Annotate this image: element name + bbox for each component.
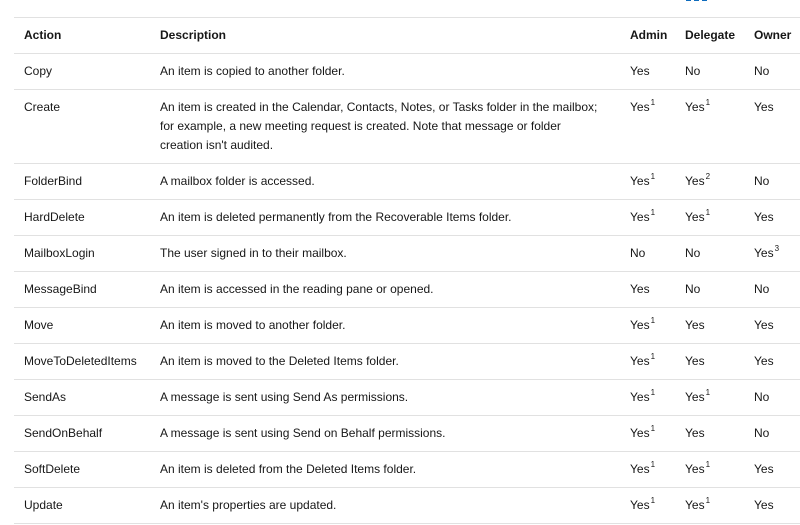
admin-cell-text: Yes: [630, 498, 650, 512]
delegate-cell-text: No: [685, 246, 701, 260]
footnote-marker: 1: [705, 388, 711, 397]
table-row: [14, 416, 800, 452]
owner-cell-text: Yes: [754, 318, 774, 332]
admin-cell-text: Yes: [630, 318, 650, 332]
delegate-cell-text: Yes: [685, 100, 705, 114]
action-cell: [14, 488, 150, 524]
owner-cell: [744, 380, 800, 416]
action-cell: [14, 416, 150, 452]
description-cell: [150, 272, 620, 308]
description-cell-text: An item is deleted permanently from the Recoverable Items folder.: [160, 210, 512, 224]
footnote-marker: 1: [650, 172, 656, 181]
action-cell-text: Move: [24, 318, 54, 332]
header-row: [14, 18, 800, 54]
admin-cell-text: Yes: [630, 64, 650, 78]
description-cell: [150, 380, 620, 416]
action-cell: [14, 90, 150, 164]
description-cell-text: A message is sent using Send As permissions.: [160, 390, 409, 404]
admin-cell: [620, 452, 675, 488]
delegate-cell: [675, 452, 744, 488]
owner-cell: [744, 200, 800, 236]
footnote-marker: 1: [650, 388, 656, 397]
delegate-cell: [675, 236, 744, 272]
action-cell: [14, 272, 150, 308]
table-row: [14, 200, 800, 236]
delegate-cell-text: No: [685, 282, 701, 296]
action-cell: [14, 200, 150, 236]
header-action: Action: [14, 18, 150, 54]
delegate-cell: [675, 164, 744, 200]
admin-cell-text: Yes: [630, 426, 650, 440]
delegate-cell-text: Yes: [685, 498, 705, 512]
table-row: [14, 54, 800, 90]
description-cell: [150, 200, 620, 236]
description-cell-text: An item is deleted from the Deleted Items folder.: [160, 462, 417, 476]
footnote-marker: 1: [705, 208, 711, 217]
owner-cell-text: No: [754, 64, 770, 78]
owner-cell: [744, 272, 800, 308]
action-cell: [14, 344, 150, 380]
header-owner: Owner: [744, 18, 800, 54]
action-cell-text: MessageBind: [24, 282, 97, 296]
delegate-cell: [675, 344, 744, 380]
owner-cell: [744, 416, 800, 452]
description-cell: [150, 344, 620, 380]
footnote-marker: 1: [650, 352, 656, 361]
action-cell: [14, 236, 150, 272]
action-cell: [14, 380, 150, 416]
admin-cell-text: Yes: [630, 100, 650, 114]
delegate-cell: [675, 90, 744, 164]
delegate-cell: [675, 488, 744, 524]
mailbox-audit-actions-table: [14, 17, 800, 524]
admin-cell: [620, 488, 675, 524]
footnote-marker: 1: [650, 208, 656, 217]
delegate-cell: [675, 308, 744, 344]
footnote-marker: 2: [705, 172, 711, 181]
action-cell-text: Create: [24, 100, 61, 114]
owner-cell-text: Yes: [754, 100, 774, 114]
delegate-cell-text: Yes: [685, 462, 705, 476]
action-cell: [14, 54, 150, 90]
description-cell-text: An item is moved to another folder.: [160, 318, 346, 332]
admin-cell-text: Yes: [630, 210, 650, 224]
footnote-marker: 1: [650, 496, 656, 505]
table-row: [14, 344, 800, 380]
table-row: [14, 308, 800, 344]
footnote-marker: 1: [650, 98, 656, 107]
action-cell: [14, 164, 150, 200]
admin-cell: [620, 200, 675, 236]
description-cell-text: An item is copied to another folder.: [160, 64, 345, 78]
owner-cell-text: Yes: [754, 210, 774, 224]
owner-cell: [744, 488, 800, 524]
admin-cell: [620, 344, 675, 380]
owner-cell-text: Yes: [754, 462, 774, 476]
table-row: [14, 272, 800, 308]
admin-cell: [620, 164, 675, 200]
action-cell-text: Copy: [24, 64, 53, 78]
admin-cell: [620, 236, 675, 272]
owner-cell-text: Yes: [754, 498, 774, 512]
description-cell: [150, 452, 620, 488]
delegate-cell-text: Yes: [685, 210, 705, 224]
owner-cell: [744, 90, 800, 164]
action-cell-text: SendOnBehalf: [24, 426, 103, 440]
header-delegate: Delegate: [675, 18, 744, 54]
admin-cell: [620, 272, 675, 308]
description-cell: [150, 236, 620, 272]
footnote-marker: 1: [705, 98, 711, 107]
owner-cell-text: Yes: [754, 246, 774, 260]
delegate-cell: [675, 54, 744, 90]
delegate-cell-text: No: [685, 64, 701, 78]
delegate-cell-text: Yes: [685, 426, 705, 440]
admin-cell-text: Yes: [630, 174, 650, 188]
owner-cell: [744, 236, 800, 272]
action-cell-text: MoveToDeletedItems: [24, 354, 137, 368]
action-cell-text: SendAs: [24, 390, 67, 404]
admin-cell-text: Yes: [630, 462, 650, 476]
delegate-cell: [675, 272, 744, 308]
delegate-cell-text: Yes: [685, 318, 705, 332]
footnote-marker: 1: [705, 496, 711, 505]
description-cell-text: An item is moved to the Deleted Items folder.: [160, 354, 399, 368]
delegate-cell-text: Yes: [685, 174, 705, 188]
footnote-marker: 1: [705, 460, 711, 469]
description-cell-text: An item's properties are updated.: [160, 498, 337, 512]
action-cell-text: Update: [24, 498, 63, 512]
footnote-marker: 3: [774, 244, 780, 253]
owner-cell-text: Yes: [754, 354, 774, 368]
description-cell: [150, 416, 620, 452]
owner-cell: [744, 308, 800, 344]
delegate-cell-text: Yes: [685, 390, 705, 404]
header-description: Description: [150, 18, 620, 54]
owner-cell: [744, 54, 800, 90]
action-cell: [14, 452, 150, 488]
description-cell-text: A mailbox folder is accessed.: [160, 174, 315, 188]
table-row: [14, 380, 800, 416]
table-row: [14, 236, 800, 272]
delegate-cell: [675, 416, 744, 452]
description-cell: [150, 308, 620, 344]
description-cell: [150, 90, 620, 164]
description-cell-text: The user signed in to their mailbox.: [160, 246, 347, 260]
admin-cell: [620, 90, 675, 164]
delegate-cell: [675, 200, 744, 236]
description-cell: [150, 488, 620, 524]
table-header: [14, 18, 800, 54]
description-cell-text: An item is created in the Calendar, Contacts, Notes, or Tasks folder in the mailbox; for example, a new meeting request is created. Note that message or folder creation isn't audited.: [160, 100, 598, 152]
table-row: [14, 488, 800, 524]
action-cell-text: FolderBind: [24, 174, 83, 188]
table-row: [14, 452, 800, 488]
owner-cell: [744, 344, 800, 380]
owner-cell-text: No: [754, 390, 770, 404]
footnote-marker: 1: [650, 460, 656, 469]
description-cell-text: A message is sent using Send on Behalf permissions.: [160, 426, 446, 440]
action-cell-text: SoftDelete: [24, 462, 81, 476]
description-cell: [150, 164, 620, 200]
description-cell-text: An item is accessed in the reading pane or opened.: [160, 282, 434, 296]
admin-cell: [620, 380, 675, 416]
admin-cell-text: No: [630, 246, 646, 260]
delegate-cell: [675, 380, 744, 416]
table-body: [14, 54, 800, 524]
action-cell: [14, 308, 150, 344]
owner-cell-text: No: [754, 282, 770, 296]
admin-cell-text: Yes: [630, 354, 650, 368]
description-cell: [150, 54, 620, 90]
owner-cell: [744, 164, 800, 200]
admin-cell: [620, 308, 675, 344]
table-row: [14, 90, 800, 164]
footnote-marker: 1: [650, 424, 656, 433]
admin-cell: [620, 416, 675, 452]
table-row: [14, 164, 800, 200]
admin-cell: [620, 54, 675, 90]
footnote-marker: 1: [650, 316, 656, 325]
admin-cell-text: Yes: [630, 282, 650, 296]
owner-cell-text: No: [754, 426, 770, 440]
owner-cell-text: No: [754, 174, 770, 188]
action-cell-text: MailboxLogin: [24, 246, 95, 260]
delegate-cell-text: Yes: [685, 354, 705, 368]
admin-cell-text: Yes: [630, 390, 650, 404]
owner-cell: [744, 452, 800, 488]
action-cell-text: HardDelete: [24, 210, 85, 224]
cropped-link-fragment: [686, 0, 746, 1]
header-admin: Admin: [620, 18, 675, 54]
